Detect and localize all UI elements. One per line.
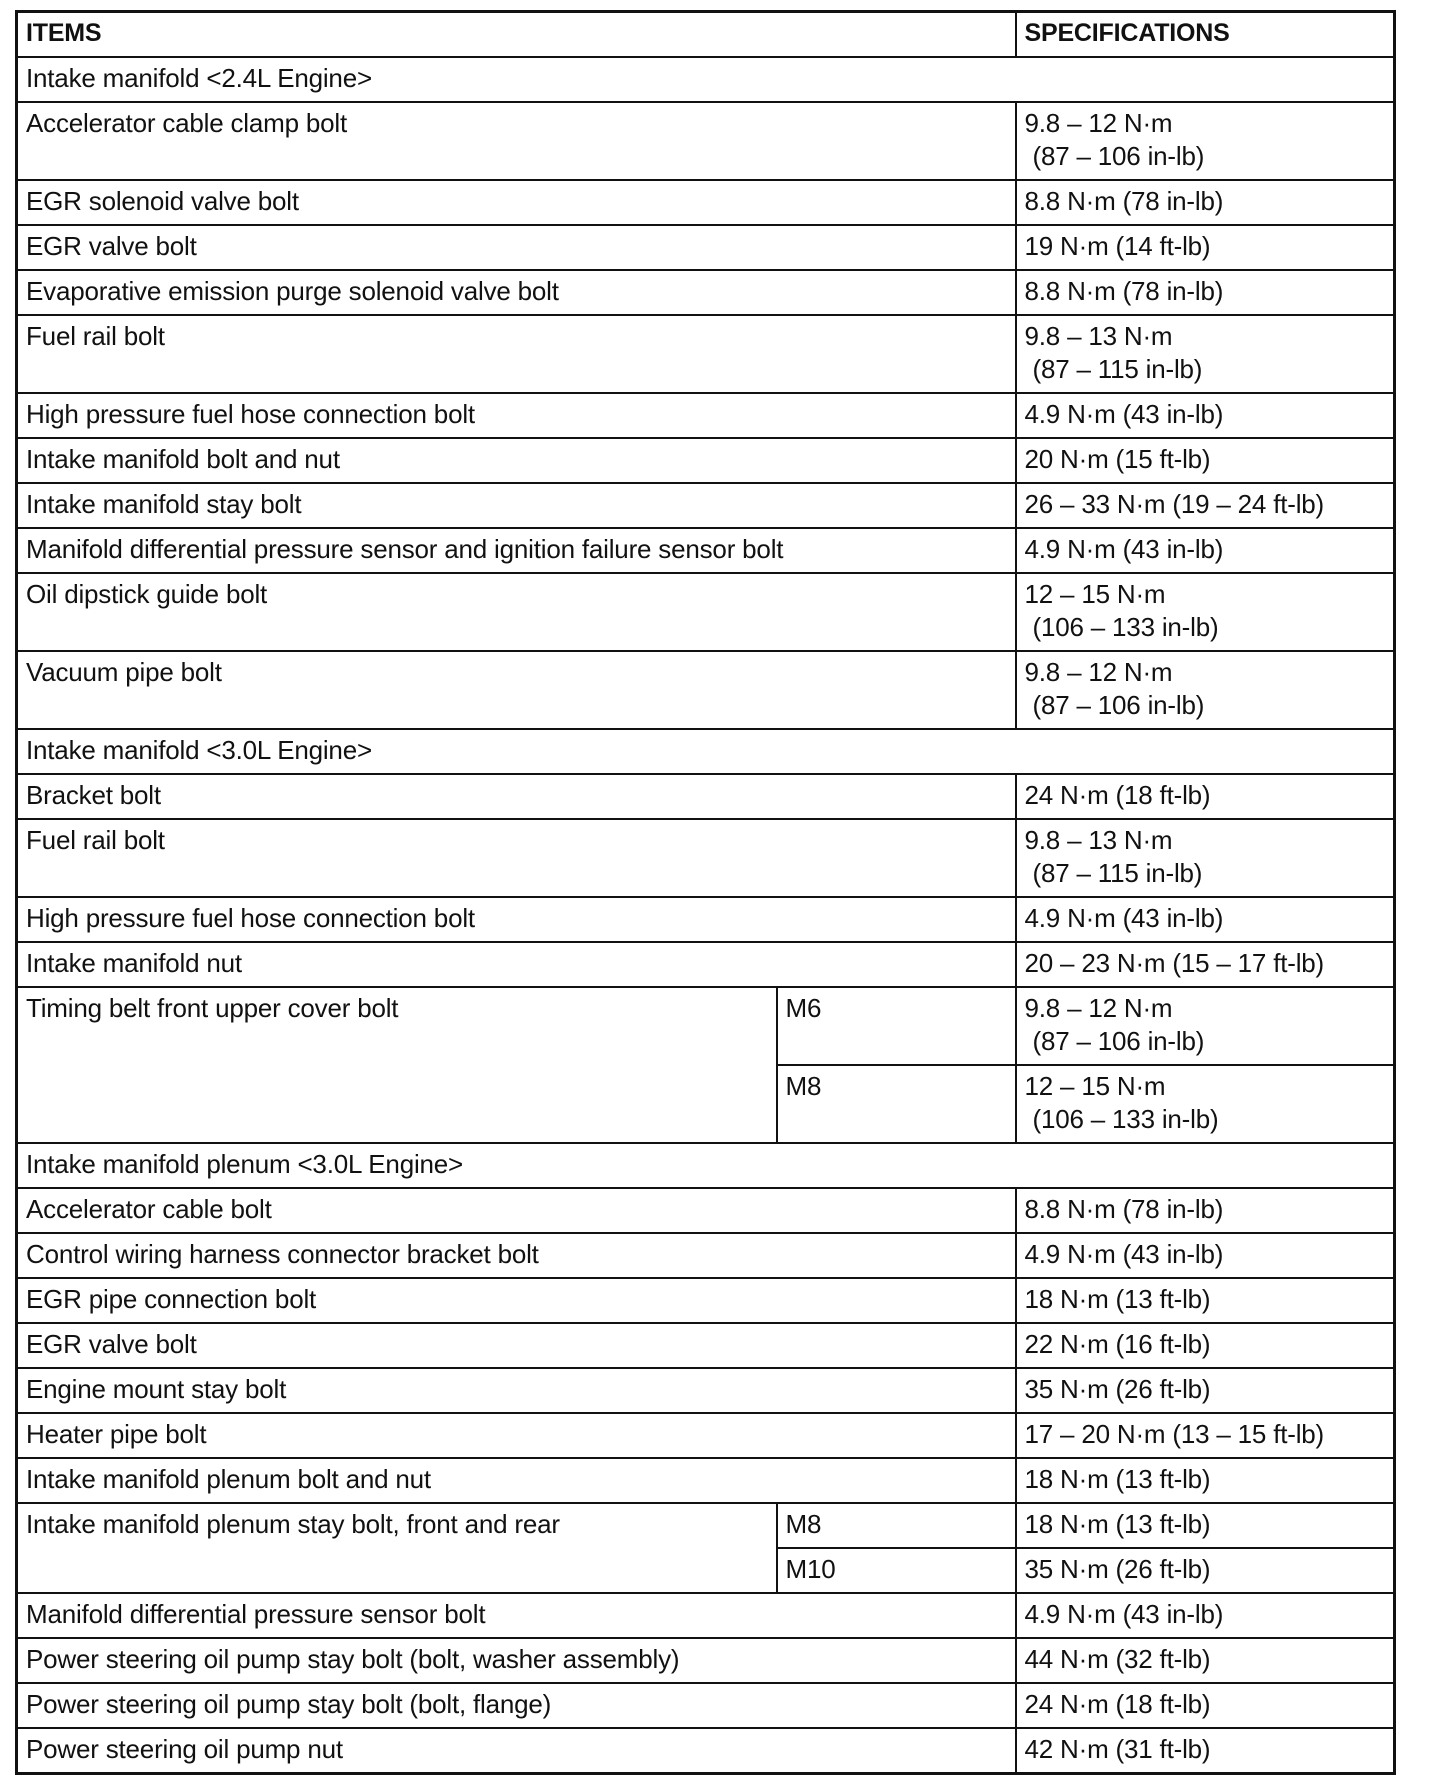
table-row xyxy=(17,651,1395,729)
spec-value: 9.8 – 12 N·m xyxy=(1024,993,1173,1023)
item-name: Fuel rail bolt xyxy=(17,819,1016,897)
spec-value-converted: (87 – 106 in-lb) xyxy=(1032,1026,1205,1056)
table-row xyxy=(17,819,1395,897)
table-row xyxy=(17,483,1395,528)
spec-cell xyxy=(1016,1458,1395,1503)
table-row xyxy=(17,1233,1395,1278)
spec-value: 4.9 N·m (43 in-lb) xyxy=(1024,534,1224,564)
spec-value-converted: (106 – 133 in-lb) xyxy=(1032,1104,1219,1134)
table-row xyxy=(17,1458,1395,1503)
spec-cell xyxy=(1016,1548,1395,1593)
spec-cell xyxy=(1016,1323,1395,1368)
section-header-row xyxy=(17,57,1395,102)
table-body xyxy=(17,57,1395,1774)
table-row xyxy=(17,1368,1395,1413)
spec-value: 4.9 N·m (43 in-lb) xyxy=(1024,1239,1224,1269)
spec-cell xyxy=(1016,102,1395,180)
spec-cell xyxy=(1016,987,1395,1065)
spec-value: 8.8 N·m (78 in-lb) xyxy=(1024,1194,1224,1224)
item-name: Fuel rail bolt xyxy=(17,315,1016,393)
table-row xyxy=(17,1278,1395,1323)
item-name: Bracket bolt xyxy=(17,774,1016,819)
spec-value: 18 N·m (13 ft-lb) xyxy=(1024,1284,1211,1314)
item-name: EGR pipe connection bolt xyxy=(17,1278,1016,1323)
item-name: Accelerator cable clamp bolt xyxy=(17,102,1016,180)
spec-cell xyxy=(1016,819,1395,897)
spec-value-converted: (87 – 115 in-lb) xyxy=(1032,354,1203,384)
item-name: EGR valve bolt xyxy=(17,225,1016,270)
spec-cell xyxy=(1016,1638,1395,1683)
spec-cell xyxy=(1016,1233,1395,1278)
spec-value: 9.8 – 13 N·m xyxy=(1024,321,1173,351)
item-name: Control wiring harness connector bracket bolt xyxy=(17,1233,1016,1278)
spec-cell xyxy=(1016,180,1395,225)
item-name: Heater pipe bolt xyxy=(17,1413,1016,1458)
item-name: Manifold differential pressure sensor bolt xyxy=(17,1593,1016,1638)
table-row xyxy=(17,1188,1395,1233)
table-row xyxy=(17,1638,1395,1683)
spec-value-converted: (106 – 133 in-lb) xyxy=(1032,612,1219,642)
item-name: EGR solenoid valve bolt xyxy=(17,180,1016,225)
table-row xyxy=(17,180,1395,225)
spec-value: 9.8 – 12 N·m xyxy=(1024,657,1173,687)
spec-value: 26 – 33 N·m (19 – 24 ft-lb) xyxy=(1024,489,1325,519)
table-row xyxy=(17,1323,1395,1368)
spec-value: 8.8 N·m (78 in-lb) xyxy=(1024,186,1224,216)
spec-value: 18 N·m (13 ft-lb) xyxy=(1024,1464,1211,1494)
table-row xyxy=(17,438,1395,483)
spec-value: 9.8 – 12 N·m xyxy=(1024,108,1173,138)
spec-cell xyxy=(1016,942,1395,987)
item-name: Power steering oil pump stay bolt (bolt, washer assembly) xyxy=(17,1638,1016,1683)
table-row xyxy=(17,315,1395,393)
item-name: Power steering oil pump stay bolt (bolt, flange) xyxy=(17,1683,1016,1728)
spec-value: 35 N·m (26 ft-lb) xyxy=(1024,1374,1211,1404)
spec-cell xyxy=(1016,483,1395,528)
item-name: Manifold differential pressure sensor and ignition failure sensor bolt xyxy=(17,528,1016,573)
spec-cell xyxy=(1016,1413,1395,1458)
item-name: Intake manifold bolt and nut xyxy=(17,438,1016,483)
specifications-header: SPECIFICATIONS xyxy=(1016,12,1395,58)
spec-cell xyxy=(1016,393,1395,438)
spec-cell xyxy=(1016,1278,1395,1323)
spec-value: 4.9 N·m (43 in-lb) xyxy=(1024,903,1224,933)
section-header-row xyxy=(17,1143,1395,1188)
item-name: EGR valve bolt xyxy=(17,1323,1016,1368)
spec-value: 20 N·m (15 ft-lb) xyxy=(1024,444,1211,474)
spec-cell xyxy=(1016,651,1395,729)
table-row xyxy=(17,573,1395,651)
spec-cell xyxy=(1016,225,1395,270)
table-row xyxy=(17,1683,1395,1728)
spec-cell xyxy=(1016,1683,1395,1728)
table-row xyxy=(17,987,1395,1065)
spec-cell xyxy=(1016,1503,1395,1548)
spec-value: 12 – 15 N·m xyxy=(1024,1071,1166,1101)
bolt-size: M10 xyxy=(777,1548,1016,1593)
spec-value: 22 N·m (16 ft-lb) xyxy=(1024,1329,1211,1359)
table-row xyxy=(17,1593,1395,1638)
item-name: Accelerator cable bolt xyxy=(17,1188,1016,1233)
spec-cell xyxy=(1016,528,1395,573)
spec-cell xyxy=(1016,573,1395,651)
spec-cell xyxy=(1016,1593,1395,1638)
spec-value-converted: (87 – 115 in-lb) xyxy=(1032,858,1203,888)
spec-cell xyxy=(1016,315,1395,393)
bolt-size: M8 xyxy=(777,1065,1016,1143)
spec-value: 4.9 N·m (43 in-lb) xyxy=(1024,1599,1224,1629)
bolt-size: M8 xyxy=(777,1503,1016,1548)
spec-value: 24 N·m (18 ft-lb) xyxy=(1024,780,1211,810)
table-row xyxy=(17,1728,1395,1774)
spec-value: 20 – 23 N·m (15 – 17 ft-lb) xyxy=(1024,948,1325,978)
table-row xyxy=(17,942,1395,987)
spec-value: 9.8 – 13 N·m xyxy=(1024,825,1173,855)
torque-spec-table xyxy=(15,10,1396,1775)
spec-value: 8.8 N·m (78 in-lb) xyxy=(1024,276,1224,306)
table-row xyxy=(17,393,1395,438)
item-name: Evaporative emission purge solenoid valve bolt xyxy=(17,270,1016,315)
item-name: Intake manifold nut xyxy=(17,942,1016,987)
item-name: Power steering oil pump nut xyxy=(17,1728,1016,1774)
spec-value: 24 N·m (18 ft-lb) xyxy=(1024,1689,1211,1719)
item-name: Intake manifold plenum bolt and nut xyxy=(17,1458,1016,1503)
spec-value-converted: (87 – 106 in-lb) xyxy=(1032,690,1205,720)
item-name: Vacuum pipe bolt xyxy=(17,651,1016,729)
spec-value-converted: (87 – 106 in-lb) xyxy=(1032,141,1205,171)
spec-value: 17 – 20 N·m (13 – 15 ft-lb) xyxy=(1024,1419,1325,1449)
table-row xyxy=(17,102,1395,180)
item-name: High pressure fuel hose connection bolt xyxy=(17,897,1016,942)
section-title: Intake manifold <2.4L Engine> xyxy=(17,57,1395,102)
section-header-row xyxy=(17,729,1395,774)
spec-value: 12 – 15 N·m xyxy=(1024,579,1166,609)
section-title: Intake manifold plenum <3.0L Engine> xyxy=(17,1143,1395,1188)
spec-cell xyxy=(1016,1188,1395,1233)
header-row xyxy=(17,12,1395,58)
item-name: Oil dipstick guide bolt xyxy=(17,573,1016,651)
items-header: ITEMS xyxy=(17,12,1016,58)
spec-cell xyxy=(1016,1728,1395,1774)
bolt-size: M6 xyxy=(777,987,1016,1065)
table-row xyxy=(17,1503,1395,1548)
spec-cell xyxy=(1016,774,1395,819)
spec-cell xyxy=(1016,1368,1395,1413)
table-row xyxy=(17,897,1395,942)
table-row xyxy=(17,774,1395,819)
item-name: Timing belt front upper cover bolt xyxy=(17,987,777,1143)
spec-value: 4.9 N·m (43 in-lb) xyxy=(1024,399,1224,429)
spec-value: 19 N·m (14 ft-lb) xyxy=(1024,231,1211,261)
item-name: Intake manifold plenum stay bolt, front and rear xyxy=(17,1503,777,1593)
spec-cell xyxy=(1016,1065,1395,1143)
table-row xyxy=(17,270,1395,315)
item-name: Intake manifold stay bolt xyxy=(17,483,1016,528)
spec-value: 18 N·m (13 ft-lb) xyxy=(1024,1509,1211,1539)
section-title: Intake manifold <3.0L Engine> xyxy=(17,729,1395,774)
spec-value: 44 N·m (32 ft-lb) xyxy=(1024,1644,1211,1674)
spec-cell xyxy=(1016,438,1395,483)
table-row xyxy=(17,528,1395,573)
table-row xyxy=(17,1413,1395,1458)
item-name: High pressure fuel hose connection bolt xyxy=(17,393,1016,438)
table-row xyxy=(17,225,1395,270)
item-name: Engine mount stay bolt xyxy=(17,1368,1016,1413)
spec-value: 42 N·m (31 ft-lb) xyxy=(1024,1734,1211,1764)
spec-cell xyxy=(1016,270,1395,315)
spec-cell xyxy=(1016,897,1395,942)
spec-value: 35 N·m (26 ft-lb) xyxy=(1024,1554,1211,1584)
